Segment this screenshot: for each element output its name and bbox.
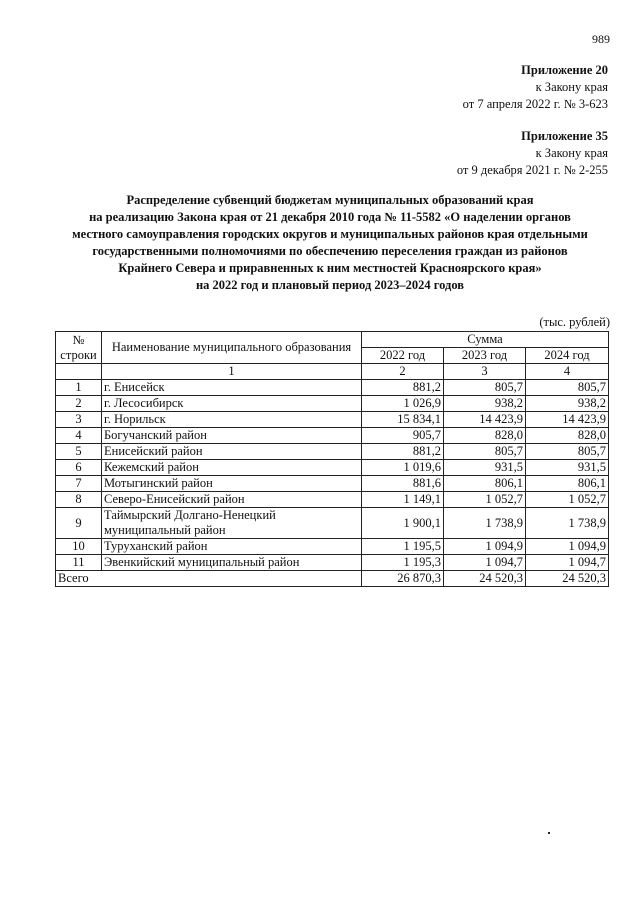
value-2022: 1 019,6 [362,460,444,476]
header-name: Наименование муниципального образования [102,332,362,364]
row-number: 10 [56,539,102,555]
value-2024: 1 094,7 [526,555,609,571]
column-number: 3 [444,364,526,380]
municipality-name: Мотыгинский район [102,476,362,492]
row-number: 11 [56,555,102,571]
column-number [56,364,102,380]
appendix-label: Приложение 35 [521,129,608,143]
total-2024: 24 520,3 [526,571,609,587]
value-2024: 14 423,9 [526,412,609,428]
title-line: государственными полномочиями по обеспечению переселения граждан из районов [92,244,568,258]
value-2022: 15 834,1 [362,412,444,428]
table-column-numbers-row [56,364,609,380]
table-row [56,492,609,508]
municipality-name: Таймырский Долгано-Ненецкий муниципальный район [102,508,362,539]
value-2024: 938,2 [526,396,609,412]
municipality-name: Богучанский район [102,428,362,444]
municipality-name: г. Лесосибирск [102,396,362,412]
total-2022: 26 870,3 [362,571,444,587]
appendix-date: от 9 декабря 2021 г. № 2-255 [456,163,608,177]
municipality-name: г. Норильск [102,412,362,428]
table-header-row [56,332,609,348]
table-row [56,508,609,539]
value-2023: 1 738,9 [444,508,526,539]
header-year-2024: 2024 год [526,348,609,364]
value-2023: 938,2 [444,396,526,412]
value-2023: 805,7 [444,380,526,396]
value-2024: 805,7 [526,444,609,460]
appendix-law-ref: к Закону края [535,80,608,94]
value-2024: 1 052,7 [526,492,609,508]
value-2023: 805,7 [444,444,526,460]
value-2022: 881,2 [362,444,444,460]
table-row [56,380,609,396]
total-2023: 24 520,3 [444,571,526,587]
table-row [56,539,609,555]
value-2024: 931,5 [526,460,609,476]
value-2022: 1 195,5 [362,539,444,555]
value-2022: 1 900,1 [362,508,444,539]
header-year-2023: 2023 год [444,348,526,364]
value-2024: 828,0 [526,428,609,444]
total-row [56,571,609,587]
row-number: 4 [56,428,102,444]
value-2024: 1 094,9 [526,539,609,555]
municipality-name: Кежемский район [102,460,362,476]
appendix-20-block [463,62,608,113]
document-title [40,192,620,294]
value-2024: 1 738,9 [526,508,609,539]
table-row [56,555,609,571]
value-2024: 806,1 [526,476,609,492]
appendix-35-block [457,128,608,179]
municipality-name: г. Енисейск [102,380,362,396]
row-number: 2 [56,396,102,412]
appendix-label: Приложение 20 [521,63,608,77]
municipality-name: Туруханский район [102,539,362,555]
table-row [56,412,609,428]
value-2022: 881,6 [362,476,444,492]
table-row [56,460,609,476]
column-number: 4 [526,364,609,380]
value-2023: 1 094,7 [444,555,526,571]
value-2024: 805,7 [526,380,609,396]
value-2022: 881,2 [362,380,444,396]
units-label: (тыс. рублей) [539,315,610,329]
row-number: 9 [56,508,102,539]
value-2022: 1 195,3 [362,555,444,571]
column-number: 1 [102,364,362,380]
municipality-name: Эвенкийский муниципальный район [102,555,362,571]
title-line: Крайнего Севера и приравненных к ним местностей Красноярского края» [118,261,542,275]
row-number: 6 [56,460,102,476]
column-number: 2 [362,364,444,380]
value-2023: 14 423,9 [444,412,526,428]
municipality-name: Енисейский район [102,444,362,460]
header-sum: Сумма [362,332,609,348]
scan-speck [548,832,550,834]
row-number: 7 [56,476,102,492]
table-row [56,444,609,460]
header-year-2022: 2022 год [362,348,444,364]
title-line: на реализацию Закона края от 21 декабря 2010 года № 11-5582 «О наделении органов [89,210,571,224]
value-2023: 806,1 [444,476,526,492]
title-line: Распределение субвенций бюджетам муниципальных образований края [126,193,534,207]
subsidy-table [55,331,609,587]
value-2023: 1 052,7 [444,492,526,508]
table-row [56,428,609,444]
table-row [56,476,609,492]
row-number: 8 [56,492,102,508]
value-2023: 828,0 [444,428,526,444]
row-number: 3 [56,412,102,428]
value-2022: 905,7 [362,428,444,444]
appendix-date: от 7 апреля 2022 г. № 3-623 [462,97,608,111]
value-2023: 1 094,9 [444,539,526,555]
total-label: Всего [56,571,362,587]
value-2022: 1 149,1 [362,492,444,508]
value-2022: 1 026,9 [362,396,444,412]
table-row [56,396,609,412]
page-number: 989 [592,32,610,46]
municipality-name: Северо-Енисейский район [102,492,362,508]
title-line: местного самоуправления городских округов и муниципальных районов края отдельными [72,227,588,241]
title-line: на 2022 год и плановый период 2023–2024 годов [195,278,465,292]
row-number: 1 [56,380,102,396]
header-row-number: № строки [56,332,102,364]
row-number: 5 [56,444,102,460]
appendix-law-ref: к Закону края [535,146,608,160]
value-2023: 931,5 [444,460,526,476]
